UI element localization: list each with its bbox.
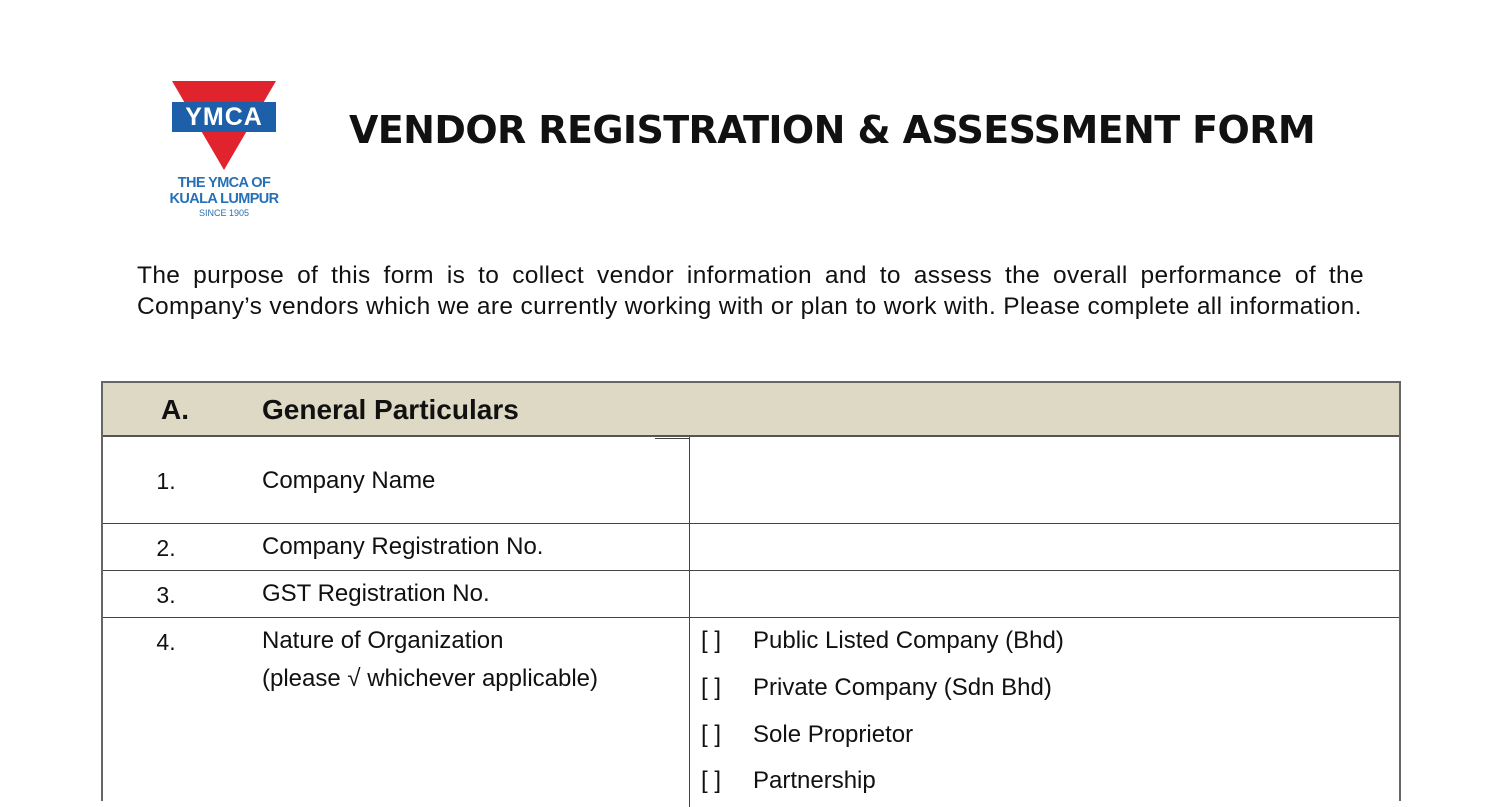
general-particulars-table [101,381,1401,801]
row-divider [103,523,1399,524]
logo-caption-line2: KUALA LUMPUR [169,191,279,207]
column-divider [689,437,690,807]
checkbox-bracket[interactable]: [ ] [701,721,722,748]
row-number: 1. [156,468,176,494]
option-sole-proprietor[interactable] [701,721,913,749]
row-divider [103,617,1399,618]
logo-badge-text: YMCA [185,103,263,131]
logo-caption-line3: SINCE 1905 [198,208,250,218]
option-label: Sole Proprietor [753,721,914,748]
row-number: 4. [156,629,176,655]
section-title: General Particulars [262,394,519,425]
section-header [103,383,1399,437]
row-divider [103,570,1399,571]
gst-registration-label: GST Registration No. [262,580,490,607]
intro-paragraph: The purpose of this form is to collect vendor information and to assess the overall performance of the Company’s vendors which we are currently working with or plan to work with. Please complete all information. [137,262,1364,320]
company-registration-label: Company Registration No. [262,533,544,560]
option-label: Partnership [753,767,876,794]
option-label: Public Listed Company (Bhd) [753,627,1064,654]
nature-of-organization-hint: (please √ whichever applicable) [262,665,599,692]
section-letter: A. [161,394,189,425]
row-number: 2. [156,535,176,561]
form-title: VENDOR REGISTRATION & ASSESSMENT FORM [349,108,1316,152]
company-name-field[interactable] [691,439,1399,523]
company-registration-field[interactable] [691,525,1399,569]
ymca-logo [158,78,290,223]
gst-registration-field[interactable] [691,572,1399,616]
checkbox-bracket[interactable]: [ ] [701,627,722,654]
checkbox-bracket[interactable]: [ ] [701,674,722,701]
option-label: Private Company (Sdn Bhd) [753,674,1052,701]
option-public-listed-company[interactable] [701,627,1064,655]
company-name-label: Company Name [262,467,436,494]
nature-of-organization-label: Nature of Organization [262,627,504,654]
logo-caption-line1: THE YMCA OF [177,175,271,191]
checkbox-bracket[interactable]: [ ] [701,767,722,794]
option-partnership[interactable] [701,767,876,795]
cell-border-fragment [655,438,689,439]
row-number: 3. [156,582,176,608]
option-private-company[interactable] [701,674,1052,702]
